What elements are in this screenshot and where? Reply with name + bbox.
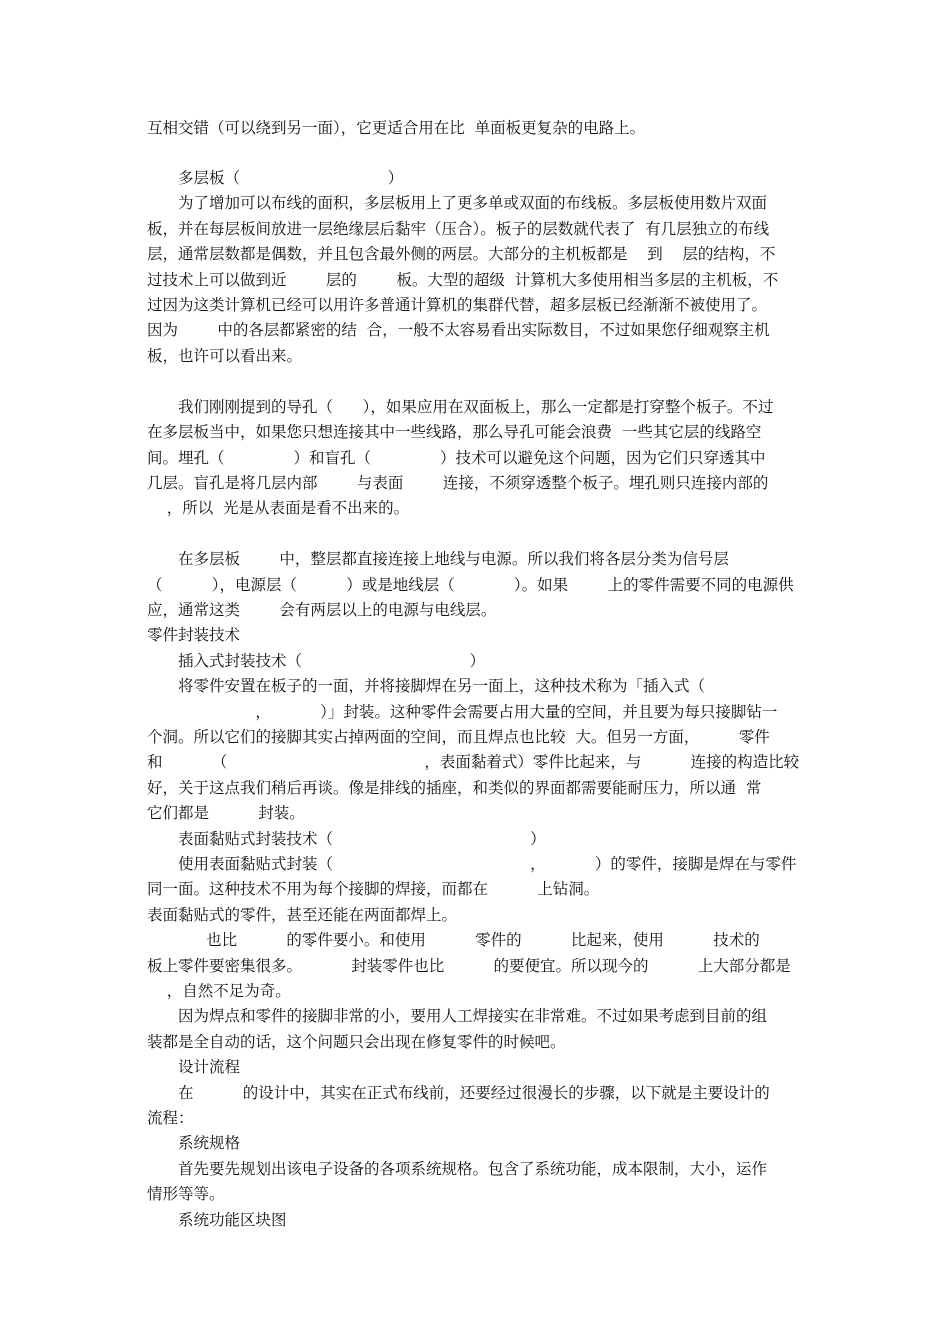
text-line: 间。埋孔（ ）和盲孔（ ）技术可以避免这个问题，因为它们只穿透其中 <box>147 449 766 467</box>
text-line: 过因为这类计算机已经可以用许多普通计算机的集群代替，超多层板已经渐渐不被使用了。 <box>147 296 768 314</box>
text-line: 几层。盲孔是将几层内部 与表面 连接，不须穿透整个板子。埋孔则只连接内部的 <box>147 474 769 492</box>
text-line: 在多层板当中，如果您只想连接其中一些线路，那么导孔可能会浪费 一些其它层的线路空 <box>147 423 762 441</box>
text-line: 因为焊点和零件的接脚非常的小，要用人工焊接实在非常难。不过如果考虑到目前的组 <box>178 1007 768 1025</box>
text-line: 板上零件要密集很多。 封装零件也比 的要便宜。所以现今的 上大部分都是 <box>147 957 791 975</box>
section-heading: 设计流程 <box>178 1058 241 1076</box>
section-heading: 表面黏贴式封装技术（ ） <box>178 830 546 848</box>
text-line: 板，也许可以看出来。 <box>147 347 303 365</box>
text-line: 层，通常层数都是偶数，并且包含最外侧的两层。大部分的主机板都是 到 层的结构，不 <box>147 245 776 263</box>
text-line: 装都是全自动的话，这个问题只会出现在修复零件的时候吧。 <box>147 1033 566 1051</box>
text-line: 流程： <box>147 1109 194 1127</box>
text-line: ，所以 光是从表面是看不出来的。 <box>147 499 410 517</box>
text-line: 我们刚刚提到的导孔（ ），如果应用在双面板上，那么一定都是打穿整个板子。不过 <box>178 398 774 416</box>
text-line: 它们都是 封装。 <box>147 804 305 822</box>
text-line: 应，通常这类 会有两层以上的电源与电线层。 <box>147 601 497 619</box>
text-line: 情形等等。 <box>147 1185 225 1203</box>
section-heading: 系统规格 <box>178 1134 241 1152</box>
text-line: 也比 的零件要小。和使用 零件的 比起来，使用 技术的 <box>147 931 760 949</box>
text-line: 在多层板 中，整层都直接连接上地线与电源。所以我们将各层分类为信号层 <box>178 550 729 568</box>
text-line: 使用表面黏贴式封装（ ， ）的零件，接脚是焊在与零件 <box>178 855 797 873</box>
text-line: 好，关于这点我们稍后再谈。像是排线的插座，和类似的界面都需要能耐压力，所以通 常 <box>147 779 762 797</box>
text-line: 个洞。所以它们的接脚其实占掉两面的空间，而且焊点也比较 大。但另一方面， 零件 <box>147 728 770 746</box>
text-line: 首先要先规划出该电子设备的各项系统规格。包含了系统功能，成本限制，大小，运作 <box>178 1160 768 1178</box>
section-heading: 系统功能区块图 <box>178 1211 287 1229</box>
text-line: （ ），电源层（ ）或是地线层（ ）。如果 上的零件需要不同的电源供 <box>147 576 794 594</box>
text-line: 过技术上可以做到近 层的 板。大型的超级 计算机大多使用相当多层的主机板，不 <box>147 271 779 289</box>
text-line: 因为 中的各层都紧密的结 合，一般不太容易看出实际数目，不过如果您仔细观察主机 <box>147 321 770 339</box>
text-line: 为了增加可以布线的面积，多层板用上了更多单或双面的布线板。多层板使用数片双面 <box>178 194 768 212</box>
text-line: 表面黏贴式的零件，甚至还能在两面都焊上。 <box>147 906 458 924</box>
text-line: 和 （ ，表面黏着式）零件比起来，与 连接的构造比较 <box>147 753 800 771</box>
text-line: 在 的设计中，其实在正式布线前，还要经过很漫长的步骤，以下就是主要设计的 <box>178 1084 770 1102</box>
text-line: ， ）」封装。这种零件会需要占用大量的空间，并且要为每只接脚钻一 <box>147 703 778 721</box>
text-line: 互相交错（可以绕到另一面），它更适合用在比 单面板更复杂的电路上。 <box>147 119 646 137</box>
section-heading: 多层板（ ） <box>178 169 404 187</box>
text-line: ，自然不足为奇。 <box>147 982 291 1000</box>
section-heading: 零件封装技术 <box>147 626 241 644</box>
section-heading: 插入式封装技术（ ） <box>178 652 486 670</box>
text-line: 将零件安置在板子的一面，并将接脚焊在另一面上，这种技术称为「插入式（ <box>178 677 706 695</box>
text-line: 板，并在每层板间放进一层绝缘层后黏牢（压合）。板子的层数就代表了 有几层独立的布线 <box>147 220 770 238</box>
text-line: 同一面。这种技术不用为每个接脚的焊接，而都在 上钻洞。 <box>147 880 600 898</box>
